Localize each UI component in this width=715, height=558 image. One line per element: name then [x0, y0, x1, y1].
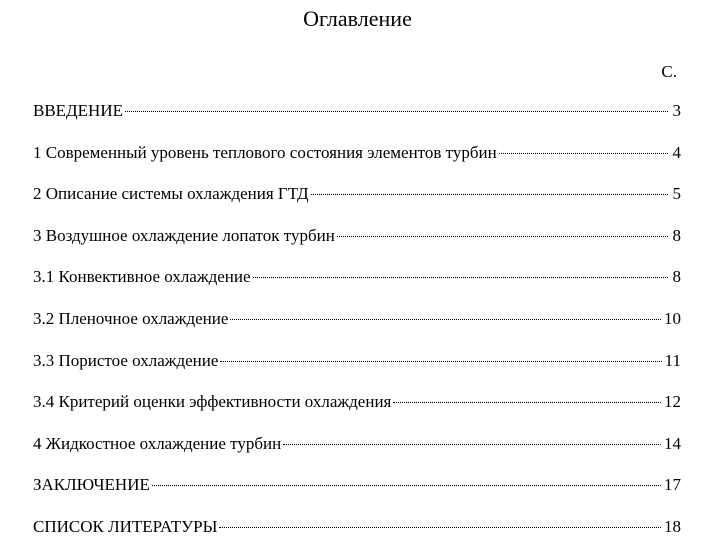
toc-entry-page: 8: [672, 225, 681, 245]
toc-entry-section-2[interactable]: [33, 183, 681, 225]
toc-entry-label: 1 Современный уровень теплового состояния элементов турбин: [33, 142, 497, 162]
toc-entry-section-3-4[interactable]: [33, 391, 681, 433]
dot-leader: [152, 485, 661, 486]
toc-entry-section-3[interactable]: [33, 225, 681, 267]
dot-leader: [219, 527, 661, 528]
toc-entry-page: 4: [672, 142, 681, 162]
toc-entry-section-3-3[interactable]: [33, 350, 681, 392]
dot-leader: [283, 444, 661, 445]
toc-entry-page: 12: [664, 392, 681, 412]
toc-entry-label: 3.2 Пленочное охлаждение: [33, 308, 229, 328]
dot-leader: [125, 111, 668, 112]
toc-entry-page: 14: [664, 433, 681, 453]
dot-leader: [393, 402, 661, 403]
toc-entry-label: 2 Описание системы охлаждения ГТД: [33, 184, 309, 204]
toc-entry-label: 4 Жидкостное охлаждение турбин: [33, 433, 282, 453]
table-of-contents: [33, 100, 681, 558]
page-column-label: С.: [661, 62, 677, 81]
dot-leader: [220, 361, 661, 362]
toc-entry-references[interactable]: [33, 516, 681, 558]
toc-entry-introduction[interactable]: [33, 100, 681, 142]
dot-leader: [253, 277, 668, 278]
toc-entry-section-3-2[interactable]: [33, 308, 681, 350]
dot-leader: [230, 319, 661, 320]
dot-leader: [311, 194, 668, 195]
toc-entry-label: 3 Воздушное охлаждение лопаток турбин: [33, 225, 335, 245]
toc-entry-section-4[interactable]: [33, 433, 681, 475]
toc-entry-label: 3.4 Критерий оценки эффективности охлаждения: [33, 392, 392, 412]
toc-entry-page: 17: [664, 475, 681, 495]
toc-entry-page: 10: [664, 308, 681, 328]
toc-entry-page: 3: [672, 101, 681, 120]
toc-entry-page: 11: [664, 350, 681, 370]
toc-entry-label: ВВЕДЕНИЕ: [33, 101, 123, 120]
toc-entry-label: ЗАКЛЮЧЕНИЕ: [33, 475, 150, 495]
toc-entry-section-1[interactable]: [33, 142, 681, 184]
toc-entry-label: 3.3 Пористое охлаждение: [33, 350, 219, 370]
toc-entry-page: 18: [664, 516, 681, 536]
toc-entry-label: 3.1 Конвективное охлаждение: [33, 267, 251, 287]
toc-entry-section-3-1[interactable]: [33, 266, 681, 308]
toc-entry-conclusion[interactable]: [33, 474, 681, 516]
dot-leader: [337, 236, 668, 237]
toc-entry-page: 5: [672, 184, 681, 204]
toc-entry-label: СПИСОК ЛИТЕРАТУРЫ: [33, 516, 218, 536]
toc-title: Оглавление: [303, 6, 412, 31]
toc-entry-page: 8: [672, 267, 681, 287]
dot-leader: [499, 153, 668, 154]
